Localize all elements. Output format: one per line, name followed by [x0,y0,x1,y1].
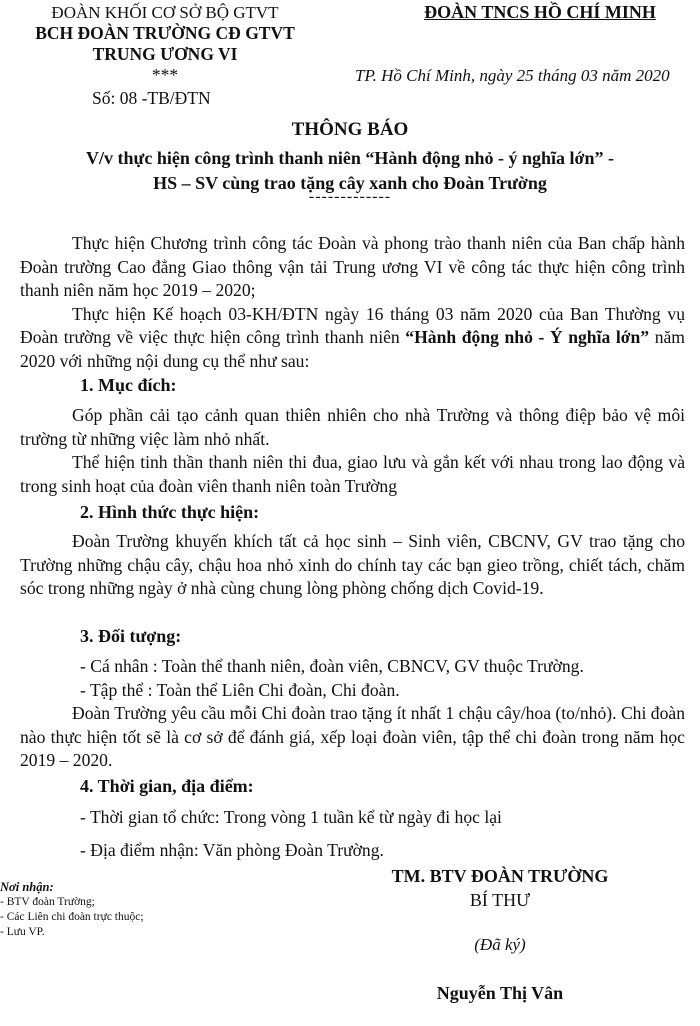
intro-text: Thực hiện Kế hoạch 03-KH/ĐTN ngày 16 tháng 03 năm 2020 của Ban Thường vụ Đoàn trường về việc thực hiện công trình thanh niên [20,303,685,347]
campaign-name: “Hành động nhỏ - Ý nghĩa lớn” [405,327,650,347]
national-header [380,2,700,23]
subject-line-2: HS – SV cùng trao tặng cây xanh cho Đoàn Trường [153,173,547,193]
section-4-heading: 4. Thời gian, địa điểm: [80,776,254,796]
issuer-parent-org: ĐOÀN KHỐI CƠ SỞ BỘ GTVT [51,3,279,22]
section-3-heading: 3. Đối tượng: [80,626,182,646]
section-1-paragraph-1: Góp phần cải tạo cảnh quan thiên nhiên cho nhà Trường và thông điệp bảo vệ môi trường từ những việc làm nhỏ nhất. [20,405,685,449]
section-3-paragraph-1: Đoàn Trường yêu cầu mỗi Chi đoàn trao tặng ít nhất 1 chậu cây/hoa (to/nhỏ). Chi đoàn nào thực hiện tốt sẽ là cơ sở để đánh giá, xếp loại đoàn viên, tập thể chi đoàn trong năm học 2019 – 2020. [20,703,685,770]
section-1-body [20,404,685,498]
signature-org: TM. BTV ĐOÀN TRƯỜNG [391,866,609,886]
intro-text-end: năm 2020 với những nội dung cụ thể như sau: [20,327,685,371]
section-3-body [20,702,685,773]
section-2-body [20,530,685,601]
union-title: ĐOÀN TNCS HỒ CHÍ MINH [424,2,656,22]
section-2-paragraph-1: Đoàn Trường khuyến khích tất cả học sinh – Sinh viên, CBCNV, GV trao tặng cho Trường những chậu cây, chậu hoa nhỏ xinh do chính tay các bạn gieo trồng, chiết tách, chăm sóc trong những ngày ở nhà cùng chung lòng phòng chống dịch Covid-19. [20,531,685,598]
subject-line-1: V/v thực hiện công trình thanh niên “Hành động nhỏ - ý nghĩa lớn” - [86,148,614,168]
section-3-item-individual: - Cá nhân : Toàn thể thanh niên, đoàn viên, CBNCV, GV thuộc Trường. [80,656,584,676]
document-number: Số: 08 -TB/ĐTN [92,88,211,108]
issuer-org: BCH ĐOÀN TRƯỜNG CĐ GTVT [35,23,295,43]
section-4-item-place: - Địa điểm nhận: Văn phòng Đoàn Trường. [80,839,384,860]
section-3-item-group: - Tập thể : Toàn thể Liên Chi đoàn, Chi đoàn. [80,679,400,700]
document-date: TP. Hồ Chí Minh, ngày 25 tháng 03 năm 2020 [355,66,670,85]
section-4-list [80,806,685,862]
issuer-block [0,2,330,86]
document-body [20,232,685,373]
section-2-heading: 2. Hình thức thực hiện: [80,502,260,522]
signature-status: (Đã ký) [474,935,526,954]
recipient-item: - Các Liên chi đoàn trực thuộc; [0,911,144,923]
issuer-org-sub: TRUNG ƯƠNG VI [92,44,238,64]
recipient-item: - Lưu VP. [0,926,45,938]
signature-role: BÍ THƯ [469,890,531,910]
issuer-stars: *** [151,65,179,85]
intro-paragraph-2 [20,303,685,374]
section-1-paragraph-2: Thể hiện tinh thần thanh niên thi đua, giao lưu và gắn kết với nhau trong lao động và trong sinh hoạt của đoàn viên thanh niên toàn Trường [20,452,685,496]
recipients-title: Nơi nhận: [0,880,54,894]
section-4-item-time: - Thời gian tổ chức: Trong vòng 1 tuần kể từ ngày đi học lại [80,807,502,827]
signer-name: Nguyễn Thị Vân [436,983,564,1003]
document-title: THÔNG BÁO [291,119,409,140]
section-3-list [80,655,685,702]
section-1-heading: 1. Mục đích: [80,375,177,395]
recipients-block [0,880,260,940]
recipient-item: - BTV đoàn Trường; [0,896,95,908]
title-divider: ------------- [308,188,392,205]
intro-paragraph-1: Thực hiện Chương trình công tác Đoàn và phong trào thanh niên của Ban chấp hành Đoàn trường Cao đẳng Giao thông vận tải Trung ương VI về công tác thực hiện công trình thanh niên năm học 2019 – 2020; [20,233,685,300]
